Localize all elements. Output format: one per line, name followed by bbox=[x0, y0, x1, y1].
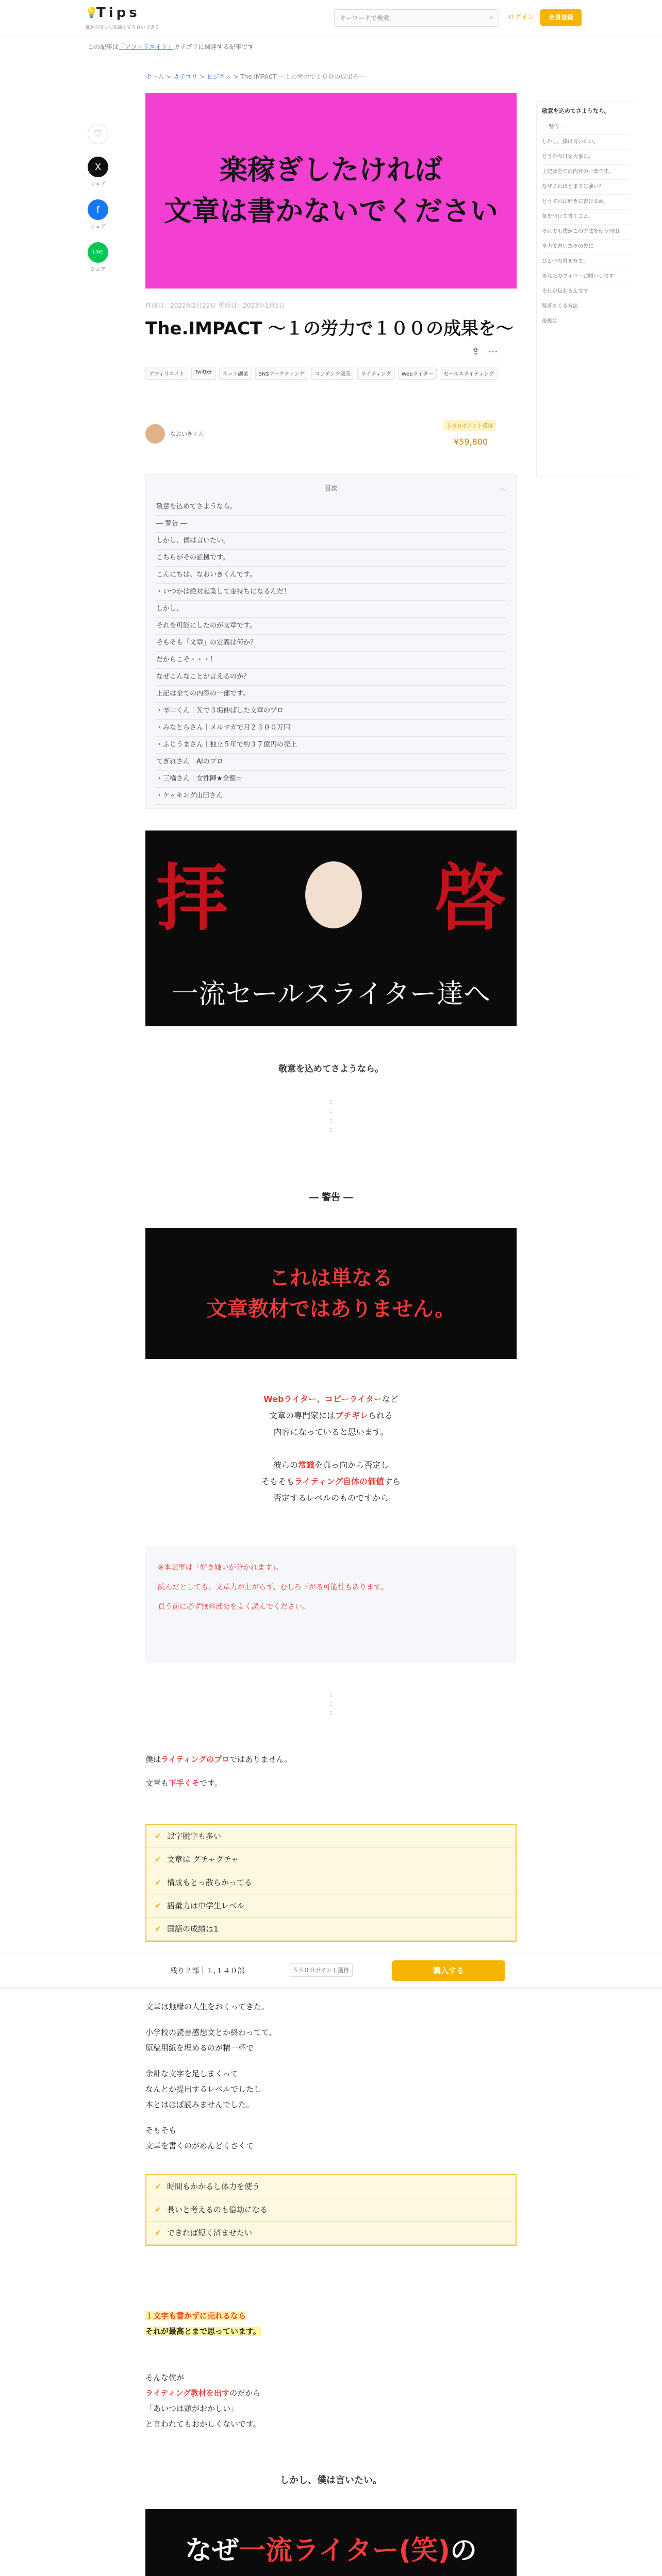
body-line bbox=[145, 2112, 277, 2123]
site-logo[interactable] bbox=[85, 5, 162, 31]
warning-message: Webライター、コピーライターなど 文章の専門家にはブチギレられる 内容になっていると思います。 彼らの常識を真っ向から否定し そもそもライティング自体の価値すら 否定するレベルのものですから bbox=[261, 1394, 401, 1503]
avatar[interactable] bbox=[145, 424, 165, 444]
search-input[interactable] bbox=[335, 10, 479, 26]
pain-list bbox=[145, 2174, 517, 2246]
toc-item[interactable]: どうか今日を大事に。 bbox=[542, 150, 630, 165]
list-item: ✔ 時間もかかるし体力を使う bbox=[146, 2175, 516, 2198]
weakness-list bbox=[145, 1824, 517, 1942]
tag-chip[interactable]: アフィリエイト bbox=[145, 367, 188, 380]
list-item: ✔ 長いと考えるのも億劫になる bbox=[146, 2198, 516, 2222]
logo-name: Tips bbox=[96, 5, 140, 21]
share-sidebar: ♡ X シェア f シェア LINE シェア bbox=[82, 124, 113, 285]
login-link[interactable]: ログイン bbox=[508, 13, 535, 21]
toc-item[interactable]: 最後に bbox=[542, 314, 630, 329]
hero-image: 楽稼ぎしたければ 文章は書かないでください bbox=[145, 93, 517, 289]
price: ¥59,800 bbox=[454, 437, 488, 447]
preview-item[interactable]: ・辛口くん｜Ｘで３垢伸ばした文章のプロ bbox=[156, 703, 506, 720]
breadcrumb-category[interactable]: カテゴリ bbox=[173, 73, 198, 80]
body-line: 原稿用紙を埋めるのが精一杯で bbox=[145, 2043, 254, 2053]
search-box bbox=[334, 9, 499, 27]
breadcrumb-current: The.IMPACT 〜１の労力で１００の成果を〜 bbox=[240, 73, 366, 80]
tag-list bbox=[145, 367, 517, 380]
preview-item[interactable]: ・いつかは絶対起業して金持ちになるんだ！ bbox=[156, 584, 506, 601]
more-icon[interactable]: ⋯ bbox=[488, 346, 498, 357]
line-share-icon[interactable]: LINE bbox=[88, 242, 108, 263]
preview-item[interactable]: てぎれさん｜AIのプロ bbox=[156, 754, 506, 771]
x-share-icon[interactable]: X bbox=[88, 157, 108, 177]
but-heading: しかし、僕は言いたい。 bbox=[280, 2475, 382, 2486]
author-block[interactable] bbox=[145, 423, 204, 444]
body-line bbox=[145, 2056, 277, 2066]
body-line: 余計な文字を足しまくって bbox=[145, 2069, 238, 2078]
preview-item[interactable]: しかし、僕は言いたい。 bbox=[156, 533, 506, 550]
tag-chip[interactable]: セールスライティング bbox=[440, 367, 498, 380]
bulb-icon: 💡 bbox=[85, 6, 98, 19]
farewell-text: 敬意を込めてさようなら。 bbox=[278, 1064, 384, 1074]
table-of-contents bbox=[536, 101, 635, 477]
notice-box: ※本記事は「好き嫌いが分かれます」。 読んだとしても、文章力が上がらず、むしろ下がる可能性もあります。 買う前に必ず無料部分をよく読んでください。 bbox=[145, 1546, 517, 1663]
article-title: The.IMPACT 〜１の労力で１００の成果を〜 bbox=[145, 318, 514, 339]
list-item: ✔ 語彙力は中学生レベル bbox=[146, 1894, 516, 1918]
toc-item[interactable]: しかし、僕は言いたい。 bbox=[542, 135, 630, 150]
preview-item[interactable]: こんにちは、なおいきくんです。 bbox=[156, 567, 506, 584]
tag-chip[interactable]: ネット副業 bbox=[219, 367, 252, 380]
toc-item[interactable]: それが伝わるんです bbox=[542, 284, 630, 299]
preview-contents: 目次 ︿ 敬意を込めてさようなら。 ― 警告 ― しかし、僕は言いたい。 こちらがその証拠です。 こんにちは、なおいきくんです。 ・いつかは絶対起業して金持ちになるんだ！ しかし、 それを可能にしたのが文章です。 そもそも「文章」の定義は何か？ だからこそ・・・！ なぜこんなことが言えるのか？ 上記は全ての内容の一部です。 ・辛口くん｜Ｘで３垢伸ばした文章のプロ ・みなとらさん｜メルマガで月２３００万円 ・ふじうまさん｜独立５年で約３７億円の売上 てぎれさん｜AIのプロ ・三橋さん｜女性陣★全額☆ ・ケッキング山田さん bbox=[145, 474, 517, 809]
preview-item[interactable]: ・三橋さん｜女性陣★全額☆ bbox=[156, 771, 506, 788]
body-line: なんとか提出するレベルでしたし bbox=[145, 2084, 262, 2094]
tag-chip[interactable]: ライティング bbox=[357, 367, 395, 380]
greeting-banner: 拝 啓 一流セールスライター達へ bbox=[145, 831, 517, 1026]
category-notice: この記事は「アフィリエイト」カテゴリに関連する記事です bbox=[88, 43, 254, 50]
intro-text: 僕はライティングのプロではありません。 文章も下手くそです。 bbox=[145, 1755, 292, 1788]
list-item: ✔ 構成もとっ散らかってる bbox=[146, 1871, 516, 1894]
preview-item[interactable]: それを可能にしたのが文章です。 bbox=[156, 618, 506, 635]
preview-item[interactable]: こちらがその証拠です。 bbox=[156, 550, 506, 567]
claim-text: そんな僕が ライティング教材を出すのだから 「あいつは頭がおかしい」 と言われてもおかしくないです。 bbox=[145, 2373, 261, 2429]
body-line: そもそも bbox=[145, 2126, 177, 2135]
preview-item[interactable]: そもそも「文章」の定義は何か？ bbox=[156, 635, 506, 652]
facebook-share-icon[interactable]: f bbox=[88, 199, 108, 220]
list-item: ✔ 文章は グチャグチャ bbox=[146, 1848, 516, 1871]
tag-chip[interactable]: コンテンツ販売 bbox=[311, 367, 355, 380]
preview-item[interactable]: 上記は全ての内容の一部です。 bbox=[156, 686, 506, 703]
preview-item[interactable]: しかし、 bbox=[156, 601, 506, 618]
search-icon[interactable]: ⌕ bbox=[489, 13, 493, 22]
breadcrumb-home[interactable]: ホーム bbox=[145, 73, 164, 80]
like-icon[interactable]: ♡ bbox=[88, 124, 108, 144]
toc-title[interactable]: 敬意を込めてさようなら。 bbox=[542, 108, 610, 114]
list-item: ✔ できれば短く済ませたい bbox=[146, 2222, 516, 2245]
tag-chip[interactable]: SNSマーケティング bbox=[255, 367, 308, 380]
toc-item[interactable]: ― 警告 ― bbox=[542, 120, 630, 135]
toc-item[interactable]: 上記は全ての内容の一部です。 bbox=[542, 165, 630, 180]
preview-item[interactable]: だからこそ・・・！ bbox=[156, 652, 506, 669]
preview-item[interactable]: ・みなとらさん｜メルマガで月２３００万円 bbox=[156, 720, 506, 737]
collapse-icon[interactable]: ︿ bbox=[499, 485, 506, 492]
divider-dots: : : : bbox=[329, 1690, 333, 1717]
points-badge: ５００ポイント獲得 bbox=[443, 420, 496, 431]
toc-item[interactable]: 稼ぎまくる方法 bbox=[542, 299, 630, 314]
character-illustration bbox=[305, 861, 362, 928]
preview-item[interactable]: なぜこんなことが言えるのか？ bbox=[156, 669, 506, 686]
preview-item[interactable]: ・ふじうまさん｜独立５年で約３７億円の売上 bbox=[156, 737, 506, 754]
tag-chip[interactable]: Webライター bbox=[398, 367, 437, 380]
category-link[interactable]: 「アフィリエイト」 bbox=[119, 43, 174, 50]
toc-item[interactable]: 全力で書いたその先に bbox=[542, 240, 630, 255]
toc-item[interactable]: どうすれば好きに書けるか。 bbox=[542, 195, 630, 210]
article-dates: 作成日：2022年2月22日 更新日：2023年1月5日 bbox=[145, 302, 286, 309]
preview-item[interactable]: ・ケッキング山田さん bbox=[156, 788, 506, 805]
site-header bbox=[0, 0, 662, 37]
toc-item[interactable]: それでも僕がこの方法を使う理由 bbox=[542, 225, 630, 240]
breadcrumb: ホーム > カテゴリ > ビジネス > The.IMPACT 〜１の労力で１００の成果を〜 bbox=[145, 73, 366, 80]
body-line: 文章は無縁の人生をおくってきた。 bbox=[145, 2002, 269, 2011]
question-banner: なぜ一流ライター(笑)の bbox=[145, 2509, 517, 2576]
toc-item[interactable]: あなたのフォローお願いします bbox=[542, 269, 630, 284]
toc-item[interactable]: なぜこれほどまでに強い？ bbox=[542, 180, 630, 195]
register-button[interactable]: 会員登録 bbox=[540, 9, 582, 26]
list-item: ✔ 誤字脱字も多い bbox=[146, 1825, 516, 1848]
toc-item[interactable]: 気をつけて書くこと。 bbox=[542, 210, 630, 225]
purchase-bar: 残り２部｜１,１４０部 ５５００ポイント獲得 購入する bbox=[0, 1953, 662, 1988]
highlight-text: １文字も書かずに売れるなら それが最高とまで思っています。 bbox=[145, 2311, 261, 2336]
buy-button[interactable]: 購入する bbox=[392, 1960, 505, 1981]
preview-item[interactable]: ― 警告 ― bbox=[156, 516, 506, 533]
tag-chip[interactable]: Twitter bbox=[191, 367, 216, 380]
background-text bbox=[145, 1999, 277, 2154]
share-icon[interactable]: ⇪ bbox=[472, 346, 480, 357]
warning-banner: これは単なる 文章教材ではありません。 bbox=[145, 1228, 517, 1359]
toc-item[interactable]: ひとつの書き方で。 bbox=[542, 255, 630, 269]
logo-tagline: 誰かの役立つ知識を売り買いできる bbox=[85, 25, 160, 30]
body-line: 文章を書くのがめんどくさくて bbox=[145, 2141, 254, 2150]
preview-item[interactable]: 敬意を込めてさようなら。 bbox=[156, 499, 506, 516]
warning-heading: ― 警告 ― bbox=[309, 1192, 353, 1203]
body-line: 本とはほぼ読みませんでした。 bbox=[145, 2100, 254, 2109]
breadcrumb-business[interactable]: ビジネス bbox=[206, 73, 231, 80]
divider-dots: : : : : bbox=[329, 1098, 333, 1134]
author-name[interactable]: なおいきくん bbox=[170, 431, 204, 437]
body-line bbox=[145, 2014, 277, 2025]
list-item: ✔ 国語の成績は1 bbox=[146, 1918, 516, 1941]
article-actions bbox=[472, 346, 498, 357]
body-line: 小学校の読書感想文とか終わってて、 bbox=[145, 2028, 277, 2037]
